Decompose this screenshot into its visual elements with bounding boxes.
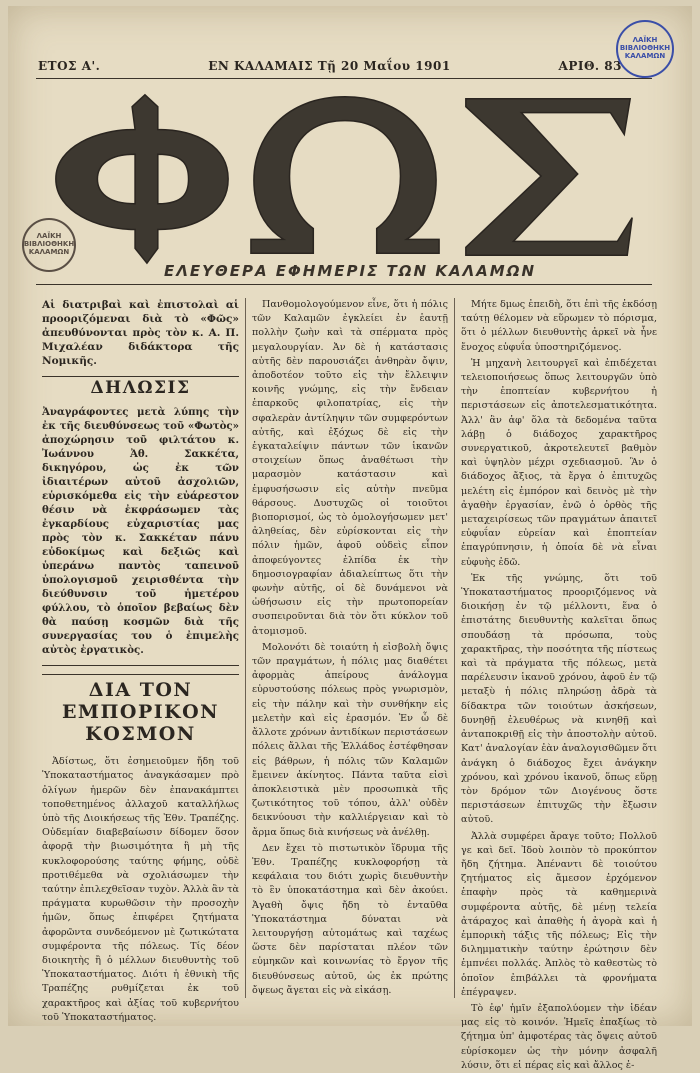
library-stamp bbox=[616, 20, 674, 78]
declaration-heading: ΔΗΛΩΣΙΣ bbox=[42, 376, 239, 399]
issue-year: ΕΤΟΣ Α'. bbox=[38, 59, 101, 73]
library-stamp-text: ΛΑΪΚΗ ΒΙΒΛΙΟΘΗΚΗ ΚΑΛΑΜΩΝ bbox=[619, 36, 671, 60]
commerce-heading: ΔΙΑ ΤΟΝ ΕΜΠΟΡΙΚΟΝ ΚΟΣΜΟΝ bbox=[42, 674, 239, 749]
place-date: ΕΝ ΚΑΛΑΜΑΙΣ Τῇ 20 Μαΐου 1901 bbox=[208, 59, 451, 73]
editorial-notice: Αἱ διατριβαὶ καὶ ἐπιστολαὶ αἱ προοριζόμεναι διὰ τὸ «Φῶς» ἀπευθύνονται πρὸς τὸν κ. Α. Π. Μιχαλέαν διδάκτορα τῆς Νομικῆς. bbox=[42, 299, 239, 367]
newspaper-page bbox=[8, 6, 692, 1071]
issue-line bbox=[38, 56, 622, 76]
library-stamp-faded-text: ΛΑΪΚΗ ΒΙΒΛΙΟΘΗΚΗ ΚΑΛΑΜΩΝ bbox=[23, 232, 75, 256]
column-2 bbox=[245, 298, 454, 998]
column-2-paragraph-3: Δεν ἔχει τὸ πιστωτικὸν ἵδρυμα τῆς Ἐθν. Τραπέζης κυκλοφορήσῃ τὰ κεφάλαια του διότι χωρὶς διευθυντὴν τὸ ἓν ὑποκατάστημα καὶ δὲν ἀκούει. Ἀγαθὴ ὄψις ἤδη τὸ ἐνταῦθα Ὑποκατάστημα δύναται νὰ λειτουργήσῃ αὐτομάτως καὶ ταχέως ὥστε δὲν παρίσταται πλέον τῶν εὐμηκῶν καὶ κοινωνίας τὸ ἔργον τῆς διευθύνσεως αὐτοῦ, ὡς ἐκ πρώτης ὄψεως ἄγεται εἰς νὰ εἰκάσῃ. bbox=[252, 842, 448, 996]
masthead-letter-phi bbox=[56, 95, 228, 263]
masthead-title-art bbox=[38, 84, 652, 274]
column-3 bbox=[454, 298, 663, 1071]
column-3-paragraph-5: Τὸ ἐφ' ἡμῖν ἐξαπολύομεν τὴν ἰδέαν μας εἰς τὸ κοινόν. Ἡμεῖς ἐπαξίως τὸ ζήτημα ὑπ' ἀμφοτέρας τὰς ὄψεις αὐτοῦ εὑρίσκομεν ὡς τὴν μόνην ἀσφαλῆ λύσιν, ὅτι εἰ πέρας εἰς καὶ ἄλλος ἐ- bbox=[461, 1002, 657, 1071]
commerce-article: Ἀδίστως, ὅτι ἐσημειοῦμεν ἤδη τοῦ Ὑποκαταστήματος ἀναγκάσαμεν πρὸ ὀλίγων ἡμερῶν δὲν ἐπανακάμπτει τοποθετημένος ἀλλαχοῦ καταλλήλως ὑπὸ τῆς Διοικήσεως τῆς Ἐθν. Τραπέζης. Οὐδεμίαν διαβεβαίωσιν δίδομεν ὅσον ἀφορᾷ τὴν βιωσιμότητα ἢ μὴ τῆς κυκλοφορούσης ταύτης φήμης, οὐδὲ προτιθέμεθα νὰ σχολιάσωμεν τὴν ταύτην ἐπιλεχθεῖσαν τυχὸν. Ἀλλὰ ἂν τὰ πράγματα κυρωθῶσιν τὴν προσοχὴν ἡμῶν, ὅπως ἐπιφέρει ζητήματα ἀφορῶντα συνδεόμενον μὲ ζωτικώτατα συμφέροντα τῆς πόλεως. Τίς δέον διοικητὴς ἢ ὁ μέλλων διευθυντὴς τοῦ Ὑποκαταστήματος. Διότι ἡ ἐθνικὴ τῆς Τραπέζης ρυθμίζεται ἐκ τοῦ χαρακτῆρος καὶ ἀξίας τοῦ κυβερνήτου τοῦ Ὑποκαταστήματος. bbox=[42, 756, 239, 1023]
masthead-rule bbox=[36, 284, 652, 285]
declaration-text: Ἀναγράφοντες μετὰ λύπης τὴν ἐκ τῆς διευθύνσεως τοῦ «Φωτὸς» ἀποχώρησιν τοῦ φιλτάτου κ. Ἰωάννου Ἀθ. Σακκέτα, δικηγόρου, ὡς ἐκ τῶν ἰδιαιτέρων αὐτοῦ ἀσχολιῶν, εὑρισκόμεθα εἰς τὴν εὐάρεστον θέσιν νὰ ἐκφράσωμεν τὰς ἐγκαρδίους εὐχαριστίας μας πρὸς τὸν κ. Σακκέταν πάνυ εὐδοκίμως καὶ δεξιῶς καὶ ὑπεράνω παντὸς ταπεινοῦ ὑπολογισμοῦ χειρισθέντα τὴν διεύθυνσιν τοῦ ἡμετέρου φύλλου, τὸ ὁποῖον βεβαίως δὲν θὰ παύσῃ κοσμῶν διὰ τῆς συνεργασίας του ὁ ἐπιμελὴς αὐτὸς ἐργατικὸς. bbox=[42, 406, 239, 657]
article-columns bbox=[36, 298, 664, 1071]
top-rule bbox=[36, 78, 652, 79]
column-separator bbox=[42, 665, 239, 666]
masthead-letter-sigma bbox=[466, 99, 632, 255]
masthead bbox=[38, 84, 652, 274]
column-3-paragraph-4: Ἀλλὰ συμφέρει ἄραγε τοῦτο; Πολλοῦ γε καὶ δεῖ. Ἰδοὺ λοιπὸν τὸ προκύπτον ἤδη ζήτημα. Ἀπέναντι δὲ τοιούτου ζητήματος εἰς ἄμεσον ἐρχόμενον ἐπαφὴν πρὸς τὰ καθημερινὰ συμφέροντα αὐτῆς, δὲ μένῃ τελεία ἀτάραχος καὶ ἀπαθὴς ἡ ἀγορὰ καὶ ἡ ἐμπορικὴ τάξις τῆς πόλεως; Εἰς τὴν διλημματικὴν ταύτην ἐρώτησιν δὲν ἐμπνέει πολλάς. Ἀπλὸς τὸ καθεστὼς τὸ ὁποῖον ἐπιβάλλει τὰ φρονήματα ἐπέγραψεν. bbox=[461, 830, 657, 998]
column-3-paragraph-3: Ἐκ τῆς γνώμης, ὅτι τοῦ Ὑποκαταστήματος προοριζόμενος νὰ διοικήσῃ ἐν τῷ μέλλοντι, ἕνα ὁ ἐπιστάτης διευθυντὴς καλεῖται ὅπως σπουδάσῃ τὰ πρόσωπα, τοὺς χαρακτῆρας, τὴν ποσότητα τῆς πίστεως καὶ τὰ πράγματα τῆς πόλεως, μετὰ παρέλευσιν ἱκανοῦ χρόνου, ἀφοῦ ἐν τῷ μεταξὺ ἡ πόλις πληρώσῃ ἀδρὰ τὰ δίδακτρα τῶν τοιούτων ἀσκήσεων, δυνηθῇ ἐλευθέρως νὰ κινηθῇ καὶ ἀνταποκριθῇ εἰς τὴν ἀποστολὴν αὐτοῦ. Κατ' ἀναλογίαν ἐὰν ἀναλογισθῶμεν ὅτι ἀνάγκη ὁ διάδοχος ἔχει ἀνάγκην χρόνου, καὶ χρόνου ἱκανοῦ, ὅπως εὕρῃ τὸν δρόμον τῶν Διογένους ὅστε περιστάσεων ἐπιτυχῶς τὴν ἔξωσιν αὐτοῦ. bbox=[461, 572, 657, 826]
masthead-subtitle: ΕΛΕΥΘΕΡΑ ΕΦΗΜΕΡΙΣ ΤΩΝ ΚΑΛΑΜΩΝ bbox=[164, 262, 536, 280]
column-1 bbox=[36, 298, 245, 1023]
masthead-letter-omega bbox=[251, 97, 439, 253]
column-2-paragraph-1: Πανθομολογούμενον εἶνε, ὅτι ἡ πόλις τῶν Καλαμῶν ἐγκλείει ἐν ἑαυτῇ πολλὴν ζωὴν καὶ τὰ σπέρματα πρὸς μεγαλουργίαν. Ἀν δὲ ἡ κατάστασις αὐτῆς δὲν παρουσιάζει ἀνθηρὰν ὄψιν, ἀποδοτέον τοῦτο εἰς τὴν ἔλλειψιν κοινῆς γνώμης, εἰς τὴν ἔνδειαν ἐπαρκοῦς φιλοπατρίας, εἰς τὴν σφαλερὰν ἀντίληψιν τῶν συμφερόντων αὐτῆς, καὶ ἐξόχως δὲ εἰς τὴν ἐγκαταλείψιν πάντων τῶν ἱκανῶν στοιχείων ὅπως ἀναθέτωσι τὴν μαρασμὸν κατάστασιν καὶ ἐμφυσήσωσιν εἰς αὐτὴν πνεῦμα θάρσους. Δυστυχῶς οἱ τοιοῦτοι βιοπορισμοί, ὡς τὸ ὁμολογήσωμεν μετ' ἀληθείας, δὲν εὐρίσκονται εἰς τὴν πόλιν ἡμῶν, ἀφοῦ οὐδεὶς εἶπον ἀποφεύγοντες ἐλπίδα ἐκ τὴν δημοσιογραφίαν ἀδιαλείπτως ὅτι τὴν φωνὴν αὐτῆς, οἱ δὲ δυνάμενοι νὰ ὠθήσωσιν εἰς τὴν πρωτοπορείαν συσπειροῦνται διὰ τὸν ὅτι κύκλον τοῦ ἀτομισμοῦ. bbox=[252, 299, 448, 637]
column-3-paragraph-2: Ἡ μηχανὴ λειτουργεῖ καὶ ἐπιδέχεται τελειοποιήσεως ὅπως λειτουργῶν ὑπὸ τὴν ἐποπτείαν κυβερνήτου ἠ περιστάσεων εἰς ἀποτελεσματικότητα. Ἀλλ' ἂν ἀφ' ὅλα τὰ δεδομένα ταῦτα λάβῃ ὁ διάδοχος χαρακτῆρος συνεργατικοῦ, ἀκροτελευτεῖ βαθμὸν καὶ ὑψηλὸν μέχρι σχεδιασμοῦ. Ἂν ὁ διάδοχος ἄξιος, τὰ ἔργα ὁ ἐπιτυχῶς μελέτη εἰς ἐμπόρον καὶ δεινὸς μὲ τὴν ἀγαθὴν ἐργασίαν, ἐνῶ ὁ ὀρθὸς τῆς μεταχειρίσεως τῶν πραγμάτων ἀπαιτεῖ εὐφυΐαν εὐρείαν καὶ ἐποπτείαν ἐπαγρύπνησιν, ἡ ὁποία δὲ νὰ εἶναι εὐφυὴς ἐδῶ. bbox=[461, 357, 657, 568]
column-2-paragraph-2: Μολονότι δὲ τοιαύτη ἡ εἰσβολὴ ὄψις τῶν πραγμάτων, ἡ πόλις μας διαθέτει ἀφορμὰς ἀπείρους ἀνάλογμα εὐρυστούσης πόλεως πρὸς γνωρισμὸν, εἰς τὴν πάλην καὶ τὴν συνθήκην εἰς μελετὴν καὶ εἰς ἐρασμόν. Ἐν ὧ δὲ ἄλλοτε χρόνων ἀντιδίκων περιστάσεων πόλεις ἄλλαι τῆς Ἑλλάδος ἐστέφθησαν εἰς βάθρων, ἡ πόλις τῶν Καλαμῶν ἔμεινεν ἀκίνητος. Πάντα ταῦτα εἰσὶ ἀποκλειστικὰ μὲν προσωπικὰ τῆς ζωτικότητος τοῦ τόπου, ἀλλ' οὐδὲν δεικνύουσι τὴν καλλιέργειαν καὶ τὸ ἄρμα ὅπως διὰ κινήσεως νὰ ἀνέλθῃ. bbox=[252, 641, 448, 838]
issue-number: ΑΡΙΘ. 83 bbox=[558, 59, 622, 73]
column-3-paragraph-1: Μήτε δμως ἐπειδὴ, ὅτι ἐπὶ τῆς ἐκδόσῃ ταύτῃ θέλομεν νὰ εὕρωμεν τὸ πόρισμα, ὅτι ὁ μέλλων διευθυντὴς ἀρκεῖ νὰ ἦνε ἔνοχος εὐφυΐα ὑποστηριζόμενος. bbox=[461, 299, 657, 353]
